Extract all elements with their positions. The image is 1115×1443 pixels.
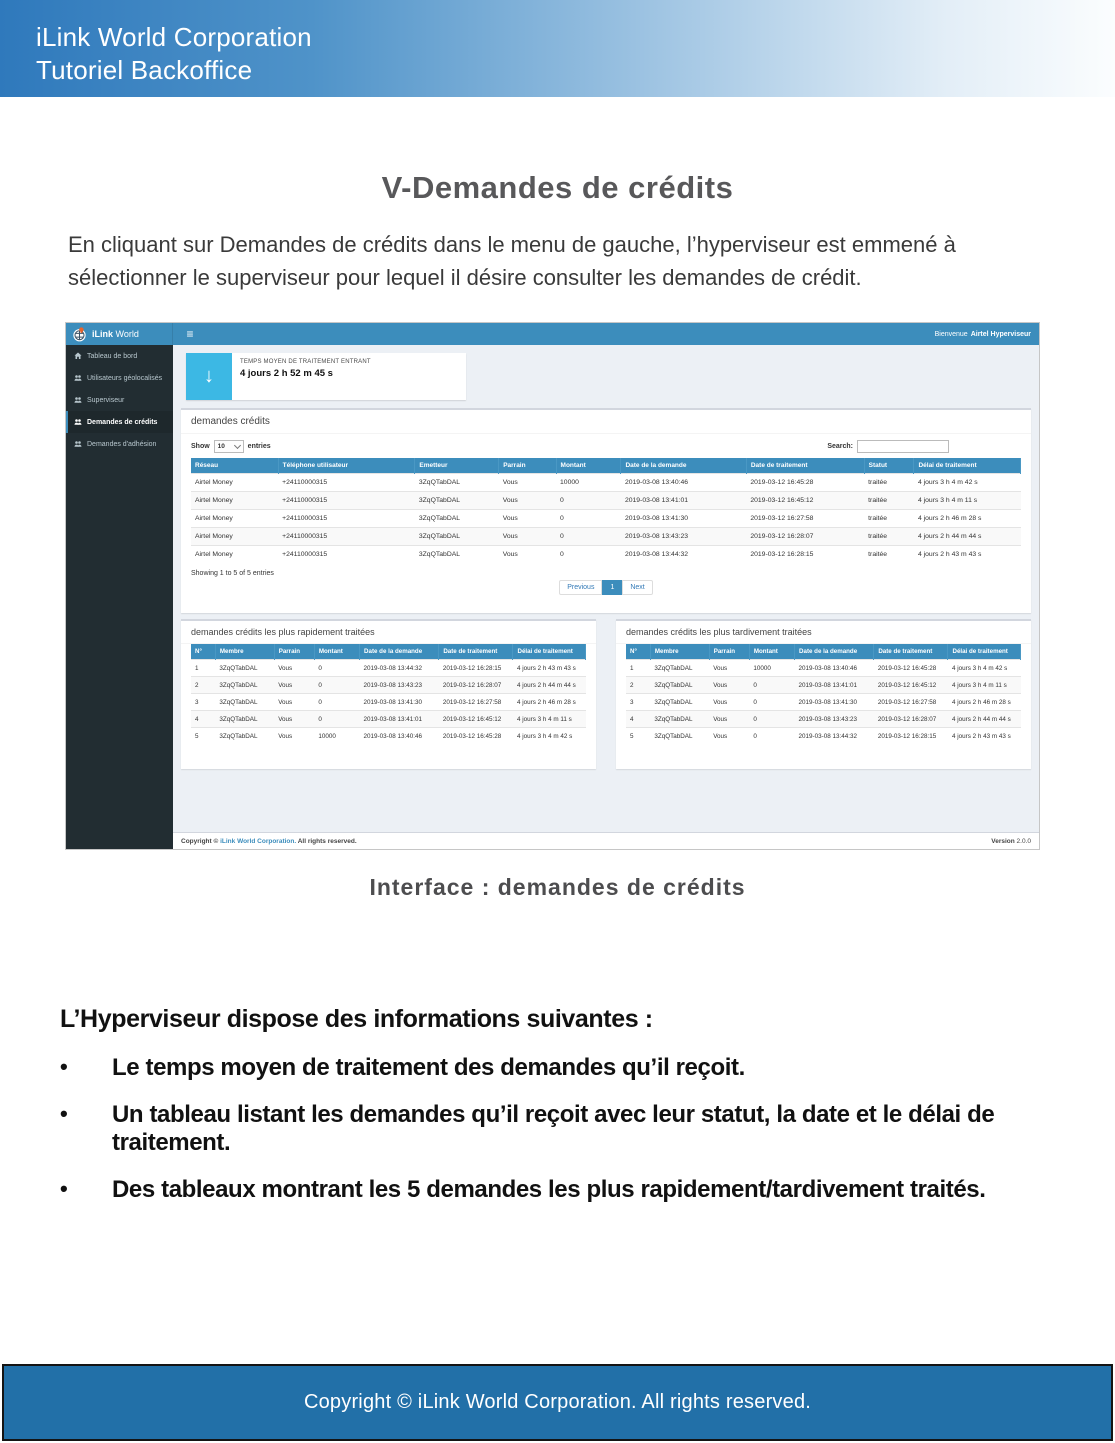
sidebar-item-tableau-de-bord[interactable] (66, 345, 173, 367)
table-cell: 0 (556, 546, 621, 564)
column-header: N° (626, 644, 650, 660)
users-icon (74, 374, 82, 382)
table-row (626, 728, 1021, 745)
search-control (827, 440, 949, 453)
table-cell: 4 jours 2 h 46 m 28 s (948, 694, 1021, 711)
table-cell: 4 jours 2 h 46 m 28 s (513, 694, 586, 711)
column-header: Date de la demande (795, 644, 874, 660)
company-name: iLink World Corporation (36, 22, 312, 52)
brand-name: iLink World (92, 329, 139, 339)
table-cell: +24110000315 (278, 474, 415, 492)
table-cell: 3ZqQTabDAL (650, 728, 709, 745)
table-cell: 3 (626, 694, 650, 711)
table-header-row (191, 458, 1021, 474)
table-cell: 3ZqQTabDAL (415, 474, 499, 492)
document-footer: Copyright © iLink World Corporation. All rights reserved. (2, 1364, 1113, 1441)
pagination (181, 579, 1031, 597)
table-cell: 2019-03-12 16:28:07 (874, 711, 948, 728)
table-cell: Airtel Money (191, 510, 278, 528)
infobox-label: TEMPS MOYEN DE TRAITEMENT ENTRANT (240, 359, 371, 365)
table-header-row (626, 644, 1021, 660)
column-header: Date de la demande (360, 644, 439, 660)
menu-toggle-icon[interactable]: ≡ (186, 327, 194, 341)
bullet-item (60, 1054, 1060, 1082)
table-cell: 2019-03-12 16:27:58 (874, 694, 948, 711)
table-cell: Vous (499, 474, 556, 492)
app-brand[interactable] (66, 323, 173, 345)
table-cell: 0 (556, 510, 621, 528)
table-cell: +24110000315 (278, 510, 415, 528)
table-cell: 2019-03-08 13:43:23 (621, 528, 746, 546)
sidebar-item-label: Superviseur (87, 396, 125, 404)
table-cell: 2019-03-08 13:44:32 (795, 728, 874, 745)
table-cell: 0 (749, 694, 794, 711)
bullet-text: Un tableau listant les demandes qu’il reçoit avec leur statut, la date et le délai de traitement. (112, 1101, 995, 1156)
table-cell: 2019-03-12 16:28:07 (439, 677, 513, 694)
column-header: Délai de traitement (948, 644, 1021, 660)
table-cell: 2019-03-12 16:45:28 (746, 474, 864, 492)
app-footer (173, 832, 1039, 849)
table-cell: 4 jours 2 h 44 m 44 s (914, 528, 1021, 546)
table-cell: 3 (191, 694, 215, 711)
table-cell: 10000 (314, 728, 359, 745)
table-cell: 2019-03-12 16:45:12 (439, 711, 513, 728)
table-cell: +24110000315 (278, 492, 415, 510)
table-row (191, 546, 1021, 564)
table-cell: 2019-03-12 16:28:15 (874, 728, 948, 745)
table-row (626, 711, 1021, 728)
column-header: Date de traitement (874, 644, 948, 660)
table-cell: 3ZqQTabDAL (650, 677, 709, 694)
table-cell: 4 jours 2 h 44 m 44 s (948, 711, 1021, 728)
app-content (173, 345, 1039, 832)
table-cell: 3ZqQTabDAL (215, 660, 274, 677)
column-header: Montant (314, 644, 359, 660)
infobox-value: 4 jours 2 h 52 m 45 s (240, 368, 333, 379)
table-cell: 2019-03-08 13:40:46 (795, 660, 874, 677)
table-cell: 4 jours 2 h 43 m 43 s (914, 546, 1021, 564)
avg-processing-time-infobox (186, 353, 466, 400)
search-input[interactable] (857, 440, 949, 453)
company-link[interactable]: iLink World Corporation. (220, 837, 297, 845)
table-cell: +24110000315 (278, 528, 415, 546)
table-cell: 2019-03-12 16:45:28 (874, 660, 948, 677)
table-row (191, 660, 586, 677)
table-cell: 10000 (749, 660, 794, 677)
table-cell: 2019-03-08 13:43:23 (795, 711, 874, 728)
table-cell: Vous (709, 660, 749, 677)
table-cell: 3ZqQTabDAL (215, 711, 274, 728)
welcome-prefix: Bienvenue (934, 330, 968, 338)
column-header: Parrain (274, 644, 314, 660)
table-cell: 2019-03-12 16:28:15 (746, 546, 864, 564)
app-screenshot (65, 322, 1040, 850)
table-cell: 4 jours 2 h 46 m 28 s (914, 510, 1021, 528)
table-cell: 3ZqQTabDAL (215, 694, 274, 711)
column-header: Montant (556, 458, 621, 474)
info-heading: L’Hyperviseur dispose des informations suivantes : (60, 1005, 653, 1033)
table-cell: 1 (191, 660, 215, 677)
column-header: Parrain (709, 644, 749, 660)
column-header: N° (191, 644, 215, 660)
table-cell: 0 (314, 677, 359, 694)
bullet-glyph: • (60, 1101, 68, 1126)
table-cell: Vous (499, 528, 556, 546)
next-page-button[interactable]: Next (622, 580, 652, 595)
users-icon (74, 440, 82, 448)
bullet-item (60, 1101, 1060, 1157)
table-cell: Vous (709, 711, 749, 728)
table-cell: traitée (864, 474, 914, 492)
table-cell: 0 (314, 711, 359, 728)
fastest-processed-panel (181, 619, 596, 769)
panel-title: demandes crédits (181, 410, 1031, 434)
column-header: Date de traitement (439, 644, 513, 660)
table-cell: 4 jours 2 h 44 m 44 s (513, 677, 586, 694)
page-size-select[interactable] (214, 440, 244, 453)
entries-label: entries (247, 443, 271, 450)
panel-title: demandes crédits les plus tardivement traitées (616, 621, 1031, 644)
table-cell: 2019-03-08 13:41:01 (360, 711, 439, 728)
table-cell: 3ZqQTabDAL (650, 711, 709, 728)
column-header: Réseau (191, 458, 278, 474)
table-cell: 4 jours 2 h 43 m 43 s (513, 660, 586, 677)
column-header: Montant (749, 644, 794, 660)
table-cell: 3ZqQTabDAL (415, 492, 499, 510)
demandes-credits-panel (181, 408, 1031, 613)
sidebar-item-label: Tableau de bord (87, 352, 138, 360)
table-cell: 2019-03-08 13:44:32 (621, 546, 746, 564)
table-cell: 2019-03-12 16:27:58 (439, 694, 513, 711)
table-cell: 3ZqQTabDAL (415, 546, 499, 564)
table-cell: Airtel Money (191, 528, 278, 546)
column-header: Membre (650, 644, 709, 660)
table-cell: 4 jours 3 h 4 m 11 s (513, 711, 586, 728)
table-cell: 2019-03-08 13:40:46 (360, 728, 439, 745)
slowest-processed-panel (616, 619, 1031, 769)
bullet-glyph: • (60, 1176, 68, 1201)
table-cell: traitée (864, 492, 914, 510)
screenshot-caption: Interface : demandes de crédits (369, 874, 746, 900)
table-cell: 0 (314, 694, 359, 711)
table-cell: 2019-03-12 16:27:58 (746, 510, 864, 528)
table-cell: traitée (864, 528, 914, 546)
chevron-down-icon (234, 442, 241, 449)
table-cell: 2019-03-08 13:43:23 (360, 677, 439, 694)
intro-paragraph: En cliquant sur Demandes de crédits dans le menu de gauche, l’hyperviseur est emmené à sélectionner le superviseur pour lequel il désire consulter les demandes de crédit. (68, 232, 956, 290)
table-cell: 1 (626, 660, 650, 677)
home-icon (74, 352, 82, 360)
table-cell: 3ZqQTabDAL (415, 528, 499, 546)
table-cell: 2019-03-08 13:41:01 (795, 677, 874, 694)
table-cell: 4 jours 3 h 4 m 42 s (948, 660, 1021, 677)
table-cell: Vous (709, 728, 749, 745)
app-navbar (66, 323, 1039, 345)
table-cell: 2019-03-12 16:28:15 (439, 660, 513, 677)
table-row (626, 660, 1021, 677)
table-cell: 0 (749, 677, 794, 694)
bullet-text: Le temps moyen de traitement des demandes qu’il reçoit. (112, 1054, 745, 1081)
table-cell: 0 (749, 728, 794, 745)
table-row (191, 474, 1021, 492)
table-cell: 3ZqQTabDAL (215, 677, 274, 694)
table-header-row (191, 644, 586, 660)
table-cell: 0 (314, 660, 359, 677)
table-cell: 3ZqQTabDAL (650, 694, 709, 711)
table-cell: Vous (499, 510, 556, 528)
users-icon (74, 418, 82, 426)
table-row (191, 711, 586, 728)
sidebar-item-label: Utilisateurs géolocalisés (87, 374, 163, 382)
table-cell: 2019-03-12 16:45:12 (874, 677, 948, 694)
table-cell: 2019-03-08 13:41:30 (621, 510, 746, 528)
document-subtitle: Tutoriel Backoffice (36, 55, 253, 85)
table-cell: 4 jours 3 h 4 m 11 s (948, 677, 1021, 694)
sidebar-item-label: Demandes d'adhésion (87, 440, 157, 448)
welcome-user[interactable] (935, 323, 1031, 345)
search-label: Search: (827, 443, 853, 450)
table-summary: Showing 1 to 5 of 5 entries (191, 570, 274, 577)
table-cell: 0 (749, 711, 794, 728)
table-cell: 2019-03-08 13:44:32 (360, 660, 439, 677)
app-copyright: Copyright © iLink World Corporation. All rights reserved. (181, 837, 357, 845)
sidebar-item-label: Demandes de crédits (87, 418, 158, 426)
panel-title: demandes crédits les plus rapidement traitées (181, 621, 596, 644)
sidebar-item-superviseur[interactable] (66, 389, 173, 411)
table-cell: Airtel Money (191, 546, 278, 564)
table-cell: 2 (626, 677, 650, 694)
previous-page-button[interactable]: Previous (559, 580, 602, 595)
table-cell: traitée (864, 546, 914, 564)
demandes-credits-table (191, 458, 1021, 563)
table-cell: 2019-03-12 16:28:07 (746, 528, 864, 546)
table-cell: Vous (709, 677, 749, 694)
table-cell: +24110000315 (278, 546, 415, 564)
table-cell: 0 (556, 528, 621, 546)
table-cell: 2 (191, 677, 215, 694)
column-header: Membre (215, 644, 274, 660)
table-cell: 3ZqQTabDAL (415, 510, 499, 528)
app-version: Version 2.0.0 (991, 837, 1031, 845)
arrow-down-icon: ↓ (186, 353, 232, 400)
column-header: Date de la demande (621, 458, 746, 474)
sidebar-item-utilisateurs-geolocalises[interactable] (66, 367, 173, 389)
table-cell: Airtel Money (191, 492, 278, 510)
bullet-text: Des tableaux montrant les 5 demandes les plus rapidement/tardivement traités. (112, 1176, 986, 1203)
slowest-processed-table (626, 644, 1021, 744)
table-cell: 4 jours 2 h 43 m 43 s (948, 728, 1021, 745)
app-sidebar (66, 345, 173, 849)
table-cell: Vous (274, 728, 314, 745)
users-icon (74, 396, 82, 404)
table-cell: 5 (626, 728, 650, 745)
table-cell: Vous (274, 711, 314, 728)
column-header: Statut (864, 458, 914, 474)
table-cell: Vous (274, 660, 314, 677)
table-cell: 10000 (556, 474, 621, 492)
table-cell: Vous (274, 677, 314, 694)
table-cell: 4 jours 3 h 4 m 42 s (914, 474, 1021, 492)
page-length-control (191, 440, 271, 453)
column-header: Parrain (499, 458, 556, 474)
table-cell: 3ZqQTabDAL (650, 660, 709, 677)
table-cell: traitée (864, 510, 914, 528)
column-header: Emetteur (415, 458, 499, 474)
info-section (60, 1005, 1060, 1223)
table-cell: 2019-03-08 13:41:01 (621, 492, 746, 510)
table-cell: Vous (499, 546, 556, 564)
page-1-button[interactable]: 1 (602, 580, 622, 595)
page-size-value: 10 (217, 443, 225, 450)
table-row (191, 728, 586, 745)
table-cell: 4 (626, 711, 650, 728)
table-cell: 4 jours 3 h 4 m 11 s (914, 492, 1021, 510)
bullet-glyph: • (60, 1054, 68, 1079)
table-row (626, 677, 1021, 694)
table-row (191, 510, 1021, 528)
table-row (191, 528, 1021, 546)
table-row (191, 694, 586, 711)
table-cell: 2019-03-08 13:41:30 (360, 694, 439, 711)
table-cell: Vous (499, 492, 556, 510)
table-cell: 3ZqQTabDAL (215, 728, 274, 745)
column-header: Téléphone utilisateur (278, 458, 415, 474)
table-cell: 2019-03-12 16:45:28 (439, 728, 513, 745)
welcome-username: Airtel Hyperviseur (970, 330, 1031, 338)
table-cell: 4 jours 3 h 4 m 42 s (513, 728, 586, 745)
fastest-processed-table (191, 644, 586, 744)
section-title: V-Demandes de crédits (381, 170, 734, 205)
table-cell: 2019-03-12 16:45:12 (746, 492, 864, 510)
column-header: Délai de traitement (513, 644, 586, 660)
table-cell: Airtel Money (191, 474, 278, 492)
table-cell: Vous (709, 694, 749, 711)
column-header: Délai de traitement (914, 458, 1021, 474)
globe-logo-icon (72, 327, 87, 342)
table-cell: Vous (274, 694, 314, 711)
bullet-item (60, 1176, 1060, 1204)
document-header (0, 0, 1115, 97)
sidebar-item-demandes-de-credits[interactable] (66, 411, 173, 433)
table-row (191, 492, 1021, 510)
table-cell: 4 (191, 711, 215, 728)
sidebar-item-demandes-adhesion[interactable] (66, 433, 173, 455)
table-row (191, 677, 586, 694)
table-cell: 2019-03-08 13:41:30 (795, 694, 874, 711)
table-row (626, 694, 1021, 711)
table-cell: 0 (556, 492, 621, 510)
table-cell: 5 (191, 728, 215, 745)
table-cell: 2019-03-08 13:40:46 (621, 474, 746, 492)
column-header: Date de traitement (746, 458, 864, 474)
show-label: Show (191, 443, 210, 450)
